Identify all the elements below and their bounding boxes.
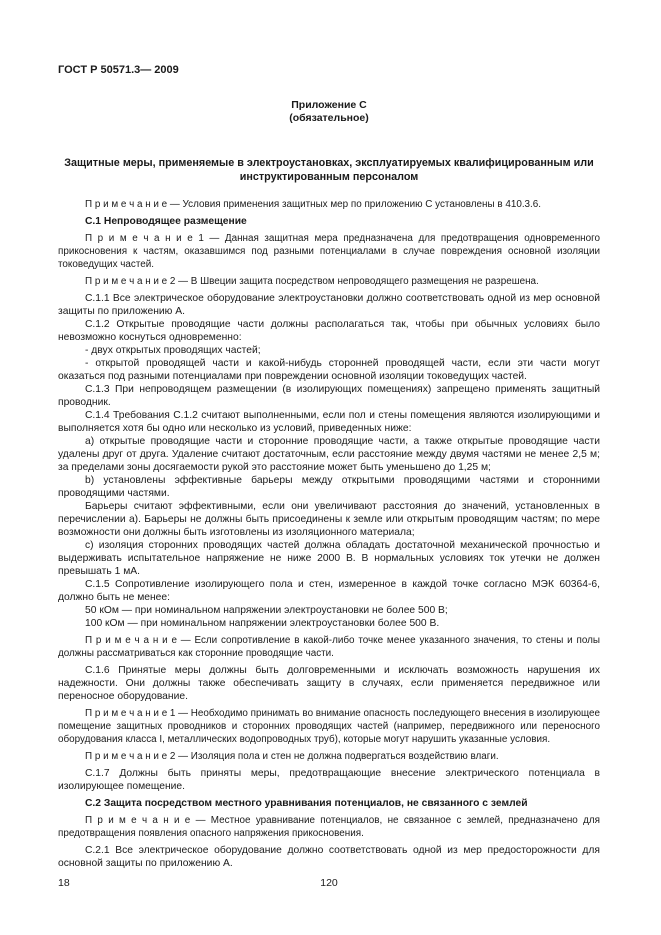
list-item: b) установлены эффективные барьеры между открытыми проводящими частями и сторонними проводящими частями.	[58, 475, 600, 499]
note: П р и м е ч а н и е 1 — Необходимо принимать во внимание опасность последующего внесения в изолирующее помещение защитных проводников и сторонних проводящих частей (например, передвижного или переносного оборудования класса I, металлических водопроводных труб), которые могут нарушить указанные условия.	[58, 708, 600, 745]
paragraph: С.1.1 Все электрическое оборудование электроустановки должно соответствовать одной из мер основной защиты по приложению А.	[58, 293, 600, 317]
note: П р и м е ч а н и е 2 — Изоляция пола и стен не должна подвергаться воздействию влаги.	[85, 751, 499, 762]
paragraph: С.1.3 При непроводящем размещении (в изолирующих помещениях) запрещено применять защитный проводник.	[58, 384, 600, 408]
page-title: Защитные меры, применяемые в электроустановках, эксплуатируемых квалифицированным или инструктированным персоналом	[64, 157, 594, 183]
list-item: 50 кОм — при номинальном напряжении электроустановки не более 500 В;	[85, 605, 448, 616]
list-item: c) изоляция сторонних проводящих частей должна обладать достаточной механической прочностью и выдерживать испытательное напряжение не ниже 2000 В. В нормальных условиях ток утечки не должен превышать 1 мА.	[58, 540, 600, 577]
paragraph: С.2.1 Все электрическое оборудование должно соответствовать одной из мер предосторожности для основной защиты по приложению А.	[58, 845, 600, 869]
document-body	[58, 198, 600, 870]
note: П р и м е ч а н и е 2 — В Швеции защита посредством непроводящего размещения не разрешена.	[85, 276, 539, 287]
page-number-center: 120	[320, 877, 338, 889]
paragraph: С.1.5 Сопротивление изолирующего пола и стен, измеренное в каждой точке согласно МЭК 60364-6, должно быть не менее:	[58, 579, 600, 603]
paragraph: С.1.7 Должны быть приняты меры, предотвращающие внесение электрического потенциала в изолирующее помещение.	[58, 768, 600, 792]
paragraph: С.1.4 Требования С.1.2 считают выполненными, если пол и стены помещения являются изолирующими и выполняется хотя бы одно или несколько из условий, приведенных ниже:	[58, 410, 600, 434]
annex-heading	[58, 99, 600, 124]
section-heading: С.1 Непроводящее размещение	[85, 216, 247, 227]
note: П р и м е ч а н и е 1 — Данная защитная мера предназначена для предотвращения одновременного прикосновения к частям, оказавшимся под разными потенциалами в случае повреждения основной изоляции токоведущих частей.	[58, 233, 600, 270]
paragraph: Барьеры считают эффективными, если они увеличивают расстояния до значений, установленных в перечислении a). Барьеры не должны быть присоединены к земле или открытым проводящим частям; по мере возможности они должны быть изготовлены из изоляционного материала;	[58, 501, 600, 538]
document-content	[58, 64, 600, 870]
list-item: a) открытые проводящие части и сторонние проводящие части, а также открытые проводящие части удалены друг от друга. Удаление считают достаточным, если расстояние между двумя частями не менее 2,5 м; за пределами зоны досягаемости рукой это расстояние может быть уменьшено до 1,25 м;	[58, 436, 600, 473]
list-item: - открытой проводящей части и какой-нибудь сторонней проводящей части, если эти части могут оказаться под разными потенциалами при повреждении основной изоляции токоведущих частей.	[58, 358, 600, 382]
annex-label: Приложение С	[291, 99, 367, 111]
note: П р и м е ч а н и е — Условия применения защитных мер по приложению С установлены в 410.3.6.	[85, 199, 542, 210]
list-item: - двух открытых проводящих частей;	[85, 345, 261, 356]
page-footer	[58, 877, 600, 889]
note: П р и м е ч а н и е — Местное уравнивание потенциалов, не связанное с землей, предназначено для предотвращения появления опасного напряжения прикосновения.	[58, 815, 600, 839]
page-number-left: 18	[58, 877, 70, 889]
paragraph: С.1.2 Открытые проводящие части должны располагаться так, чтобы при обычных условиях было невозможно коснуться одновременно:	[58, 319, 600, 343]
note: П р и м е ч а н и е — Если сопротивление в какой-либо точке менее указанного значения, то стены и полы должны рассматриваться как сторонние проводящие части.	[58, 635, 600, 659]
annex-type: (обязательное)	[289, 111, 369, 124]
doc-number: ГОСТ Р 50571.3— 2009	[58, 64, 179, 76]
paragraph: С.1.6 Принятые меры должны быть долговременными и исключать возможность нарушения их надежности. Они должны также обеспечивать защиту в случаях, если применяется передвижное или переносное оборудование.	[58, 665, 600, 702]
section-heading: С.2 Защита посредством местного уравнивания потенциалов, не связанного с землей	[85, 798, 528, 809]
list-item: 100 кОм — при номинальном напряжении электроустановки более 500 В.	[85, 618, 440, 629]
